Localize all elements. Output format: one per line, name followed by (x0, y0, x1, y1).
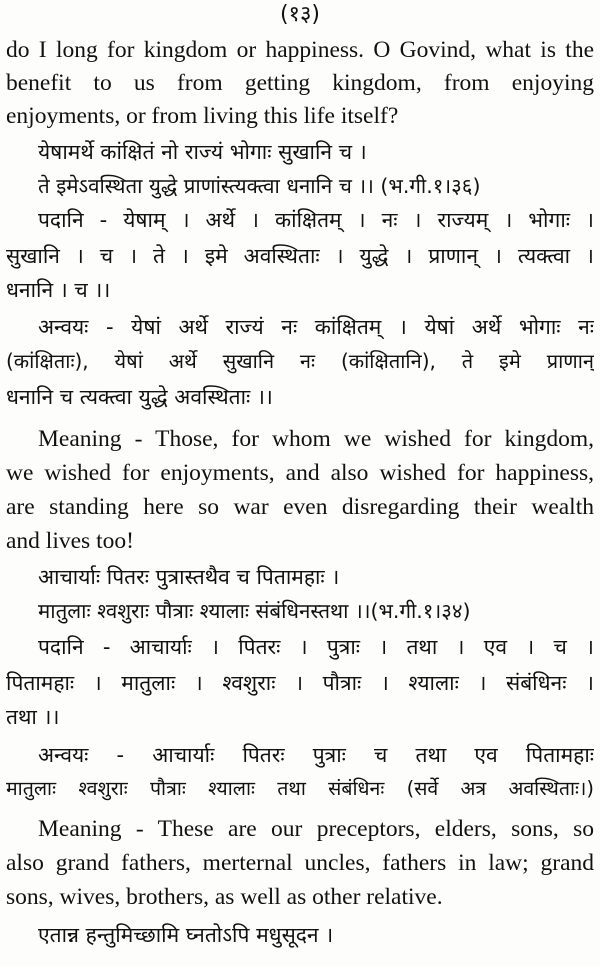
meaning-line: Meaning - Those, for whom we wished for kingdom, (38, 426, 594, 452)
meaning-line: and lives too! (6, 528, 134, 554)
meaning-line: we wished for enjoyments, and also wished for happiness, (6, 460, 594, 486)
meaning-line: also grand fathers, merternal uncles, fathers in law; grand (6, 850, 594, 876)
padani-line: तथा ।। (6, 705, 60, 729)
padani-line: धनानि । च ।। (6, 278, 111, 302)
meaning-line: are standing here so war even disregarding their wealth (6, 494, 594, 520)
anvaya-line: मातुलाः श्वशुराः पौत्राः श्यालाः तथा संबंधिनः (सर्वे अत्र अवस्थिताः।) (6, 777, 594, 800)
meaning-line: Meaning - These are our preceptors, elders, sons, so (38, 816, 594, 842)
verse-line: आचार्याः पितरः पुत्रास्तथैव च पितामहाः । (38, 565, 340, 589)
anvaya-line: अन्वयः - येषां अर्थे राज्यं नः कांक्षितम् । येषां अर्थे भोगाः नः (38, 315, 594, 339)
verse-line: येषामर्थे कांक्षितं नो राज्यं भोगाः सुखानि च । (38, 140, 367, 164)
anvaya-line: अन्वयः - आचार्याः पितरः पुत्राः च तथा एव पितामहाः (38, 743, 594, 767)
verse-line: एतान्न हन्तुमिच्छामि घ्नतोऽपि मधुसूदन । (38, 923, 334, 947)
meaning-line: sons, wives, brothers, as well as other relative. (6, 884, 443, 910)
text-line: enjoyments, or from living this life itself? (6, 103, 399, 129)
page-number: (१३) (279, 2, 321, 27)
padani-line: पितामहाः । मातुलाः । श्वशुराः । पौत्राः । श्यालाः । संबंधिनः । (6, 671, 594, 695)
text-line: do I long for kingdom or happiness. O Govind, what is the (6, 37, 594, 63)
verse-line: ते इमेऽवस्थिता युद्धे प्राणांस्त्यक्त्वा धनानि च ।। (भ.गी.१।३६) (38, 174, 481, 198)
anvaya-line: धनानि च त्यक्त्वा युद्धे अवस्थिताः ।। (6, 385, 273, 409)
text-line: benefit to us from getting kingdom, from enjoying (6, 70, 594, 96)
verse-line: मातुलाः श्वशुराः पौत्राः श्यालाः संबंधिनस्तथा ।।(भ.गी.१।३४) (38, 599, 471, 623)
padani-line: पदानि - आचार्याः । पितरः । पुत्राः । तथा । एव । च । (38, 635, 594, 659)
padani-line: सुखानि । च । ते । इमे अवस्थिताः । युद्धे । प्राणान् । त्यक्त्वा । (6, 244, 594, 268)
padani-line: पदानि - येषाम् । अर्थे । कांक्षितम् । नः । राज्यम् । भोगाः । (38, 208, 594, 232)
anvaya-line: (कांक्षिताः), येषां अर्थे सुखानि नः (कांक्षितानि), ते इमे प्राणान् (6, 349, 594, 373)
